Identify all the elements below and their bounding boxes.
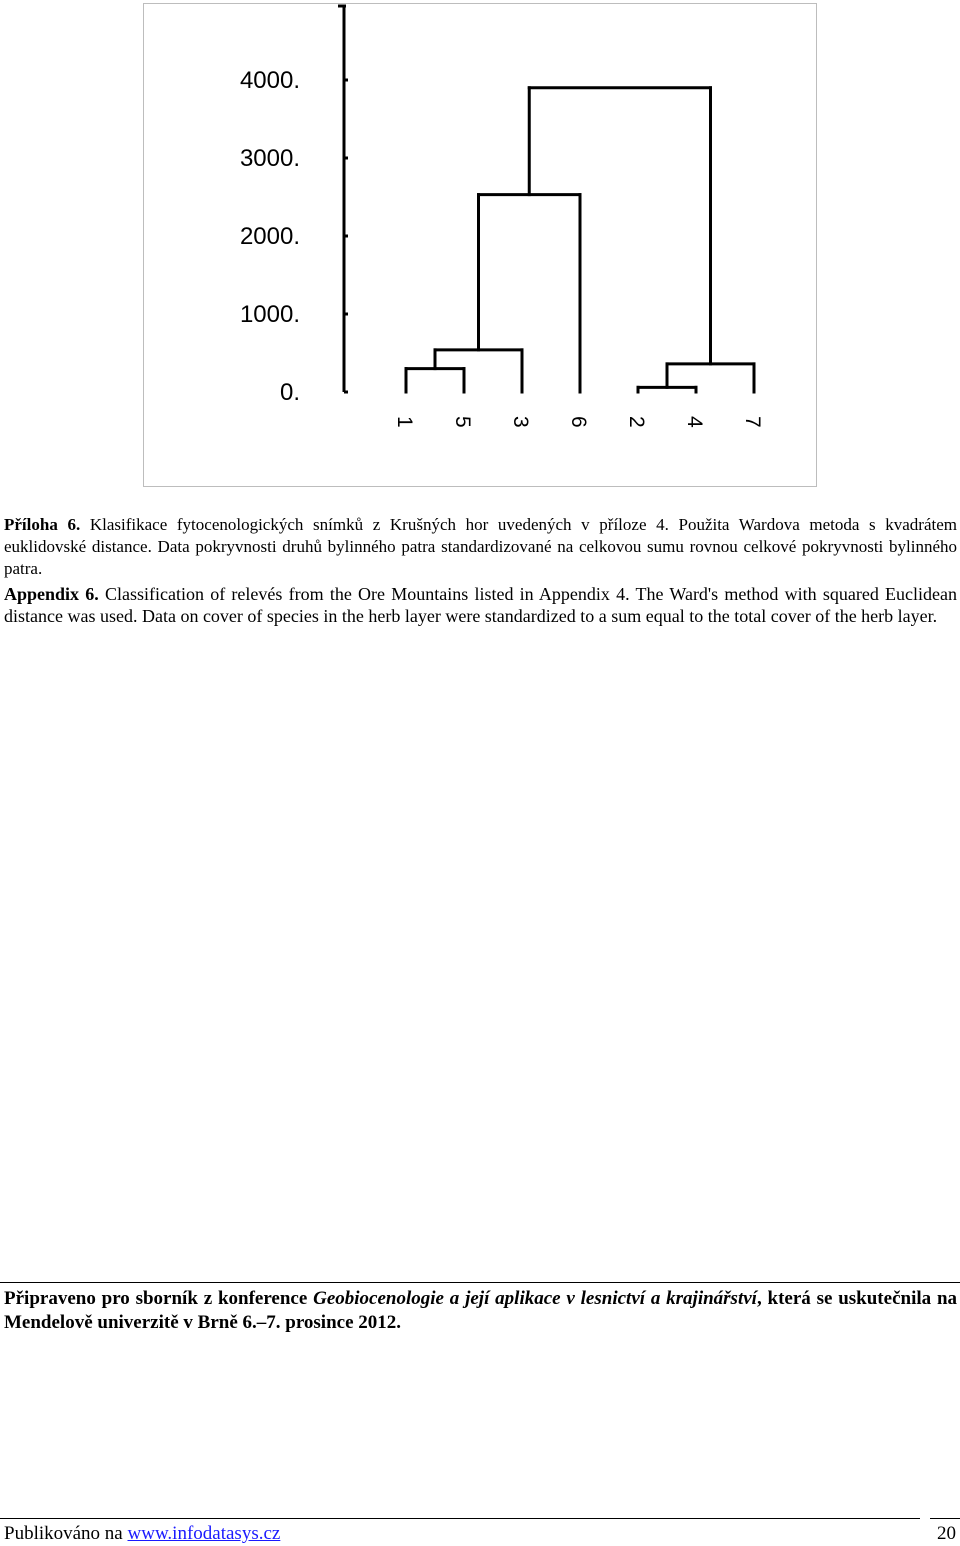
y-tick-label: 3000.	[239, 145, 300, 172]
caption-czech-text: Klasifikace fytocenologických snímků z Krušných hor uvedených v příloze 4. Použita Wardova metoda s kvadrátem euklidovské distance. Data pokryvnosti druhů bylinného patra standardizované na celkovou sumu rovnou celkové pokryvnosti bylinného patra.	[4, 515, 958, 578]
conference-note-rule	[0, 1282, 960, 1283]
published-prefix: Publikováno na	[4, 1523, 123, 1544]
y-tick-label: 4000.	[239, 67, 300, 94]
leaf-label: 6	[567, 416, 590, 428]
conference-note	[4, 1287, 957, 1335]
infodatasys-link[interactable]: www.infodatasys.cz	[127, 1523, 281, 1544]
caption-english	[4, 583, 957, 627]
conference-note-prefix: Připraveno pro sborník z konference	[4, 1288, 308, 1309]
conference-note-suffix: , která se uskutečnila na Mendelově univerzitě v Brně 6.–7. prosince 2012.	[4, 1288, 958, 1333]
caption-english-label: Appendix 6.	[4, 584, 99, 604]
y-tick-label: 1000.	[239, 301, 300, 328]
y-tick-label: 2000.	[239, 223, 300, 250]
leaf-label: 2	[625, 416, 648, 428]
y-tick-label: 0.	[279, 379, 300, 406]
leaf-label: 5	[451, 416, 474, 428]
page-number: 20	[937, 1523, 956, 1544]
leaf-label: 7	[741, 416, 764, 428]
caption-english-text: Classification of relevés from the Ore Mountains listed in Appendix 4. The Ward's method with squared Euclidean distance was used. Data on cover of species in the herb layer were standardized to a sum equal to the total cover of the herb layer.	[4, 584, 958, 626]
leaf-label: 4	[683, 416, 706, 428]
page-footer-rule	[0, 1518, 920, 1519]
leaf-label: 1	[393, 416, 416, 428]
dendrogram-chart	[0, 0, 960, 490]
published-on	[4, 1523, 280, 1545]
leaf-label: 3	[509, 416, 532, 428]
page-number-rule	[930, 1518, 960, 1519]
caption-czech-label: Příloha 6.	[4, 515, 81, 534]
caption-czech	[4, 514, 957, 580]
conference-title: Geobiocenologie a její aplikace v lesnictví a krajinářství	[313, 1288, 757, 1309]
